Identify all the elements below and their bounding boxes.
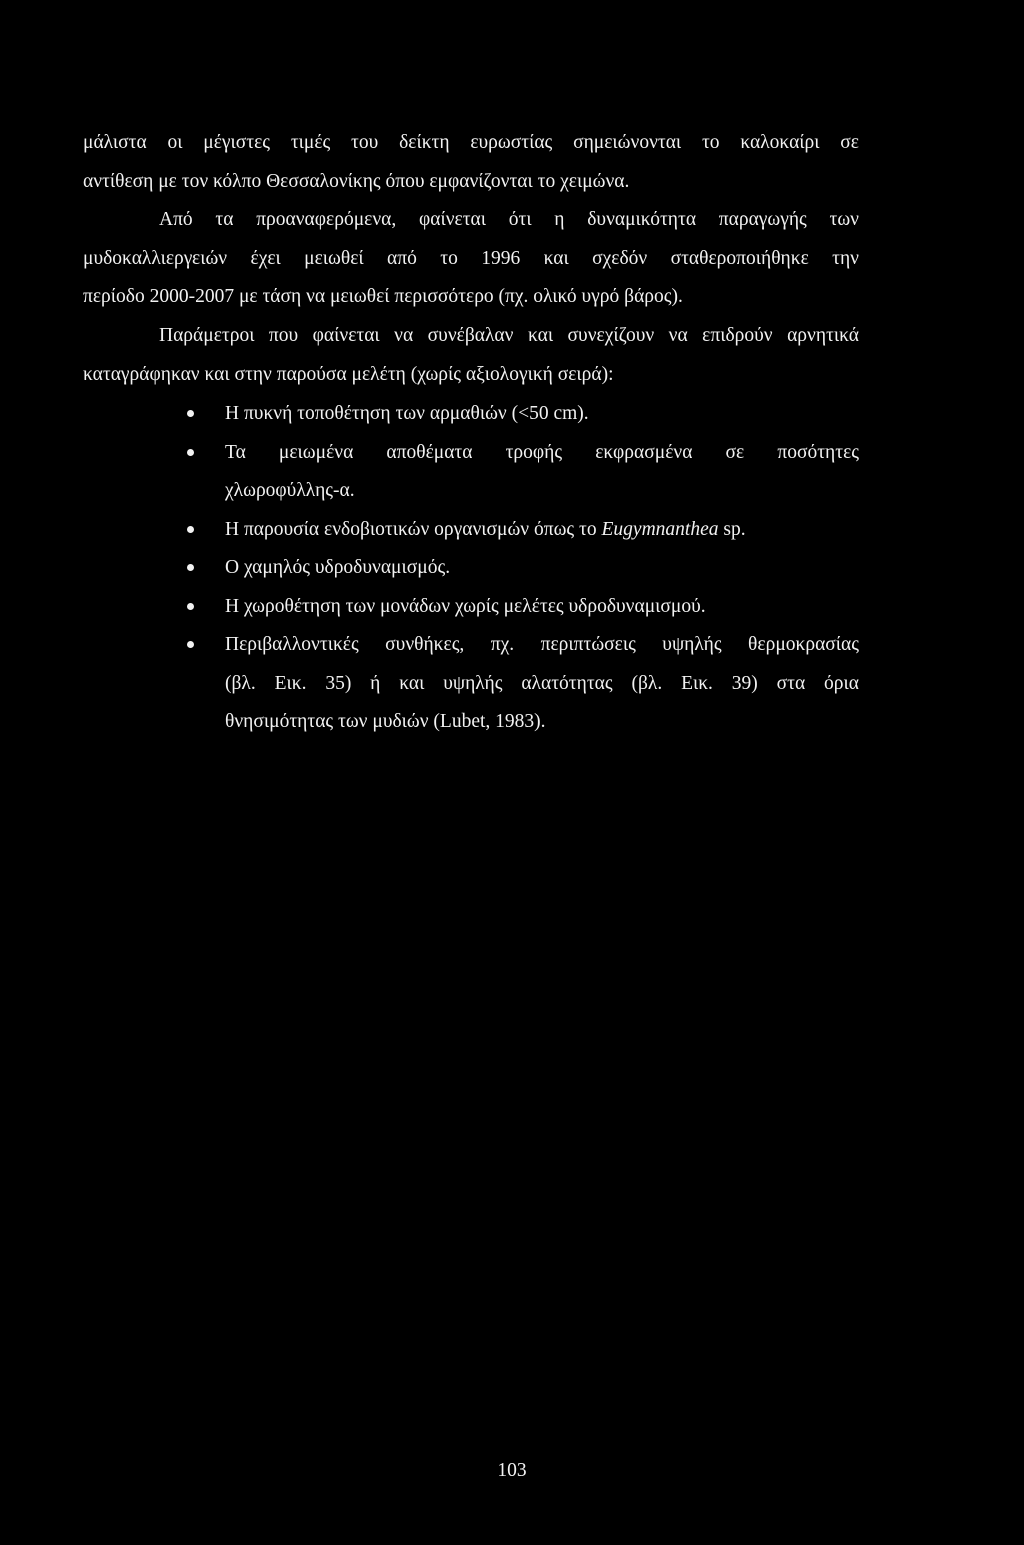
- bullet-icon: [187, 526, 194, 533]
- list-item: [0, 626, 859, 742]
- text-line: αντίθεση με τον κόλπο Θεσσαλονίκης όπου εμφανίζονται το χειμώνα.: [83, 170, 630, 192]
- list-item: [0, 395, 859, 434]
- text-line: μυδοκαλλιεργειών έχει μειωθεί από το 1996 και σχεδόν σταθεροποιήθηκε την: [83, 247, 859, 269]
- text-line: Από τα προαναφερόμενα, φαίνεται ότι η δυναμικότητα παραγωγής των: [159, 209, 859, 230]
- list-item-text: Η χωροθέτηση των μονάδων χωρίς μελέτες υδροδυναμισμού.: [225, 595, 706, 617]
- list-item-text: Η πυκνή τοποθέτηση των αρμαθιών (<50 cm).: [225, 403, 589, 424]
- paragraph-production-capacity: [83, 201, 859, 317]
- text-line: Παράμετροι που φαίνεται να συνέβαλαν και συνεχίζουν να επιδρούν αρνητικά: [159, 325, 859, 346]
- list-item: [0, 549, 859, 588]
- text-line: καταγράφηκαν και στην παρούσα μελέτη (χωρίς αξιολογική σειρά):: [83, 363, 614, 385]
- list-item-text-end: sp.: [718, 518, 746, 540]
- list-item-text: [225, 511, 859, 550]
- paragraph-robustness-index: [83, 124, 859, 201]
- list-item: [0, 434, 859, 511]
- list-item-text: Ο χαμηλός υδροδυναμισμός.: [225, 557, 451, 578]
- parameters-list: [0, 395, 1024, 742]
- list-item-text: Περιβαλλοντικές συνθήκες, πχ. περιπτώσεις υψηλής θερμοκρασίας: [225, 634, 859, 655]
- page-number: 103: [497, 1460, 527, 1481]
- bullet-icon: [187, 603, 194, 610]
- list-item: [0, 588, 859, 627]
- text-line: περίοδο 2000-2007 με τάση να μειωθεί περισσότερο (πχ. ολικό υγρό βάρος).: [83, 286, 683, 307]
- species-name: Eugymnanthea: [601, 518, 719, 540]
- bullet-icon: [187, 449, 194, 456]
- list-item-text: (βλ. Εικ. 35) ή και υψηλής αλατότητας (βλ. Εικ. 39) στα όρια: [225, 672, 859, 694]
- bullet-icon: [187, 410, 194, 417]
- bullet-icon: [187, 641, 194, 648]
- list-item-text: Τα μειωμένα αποθέματα τροφής εκφρασμένα σε ποσότητες: [225, 441, 859, 463]
- list-item: [0, 511, 859, 550]
- paragraph-negative-parameters: [83, 317, 859, 394]
- bullet-icon: [187, 564, 194, 571]
- list-item-text: χλωροφύλλης-α.: [225, 480, 355, 501]
- text-line: μάλιστα οι μέγιστες τιμές του δείκτη ευρωστίας σημειώνονται το καλοκαίρι σε: [83, 132, 859, 153]
- list-item-text: θνησιμότητας των μυδιών (Lubet, 1983).: [225, 711, 546, 732]
- list-item-text-start: Η παρουσία ενδοβιοτικών οργανισμών όπως το: [225, 518, 602, 540]
